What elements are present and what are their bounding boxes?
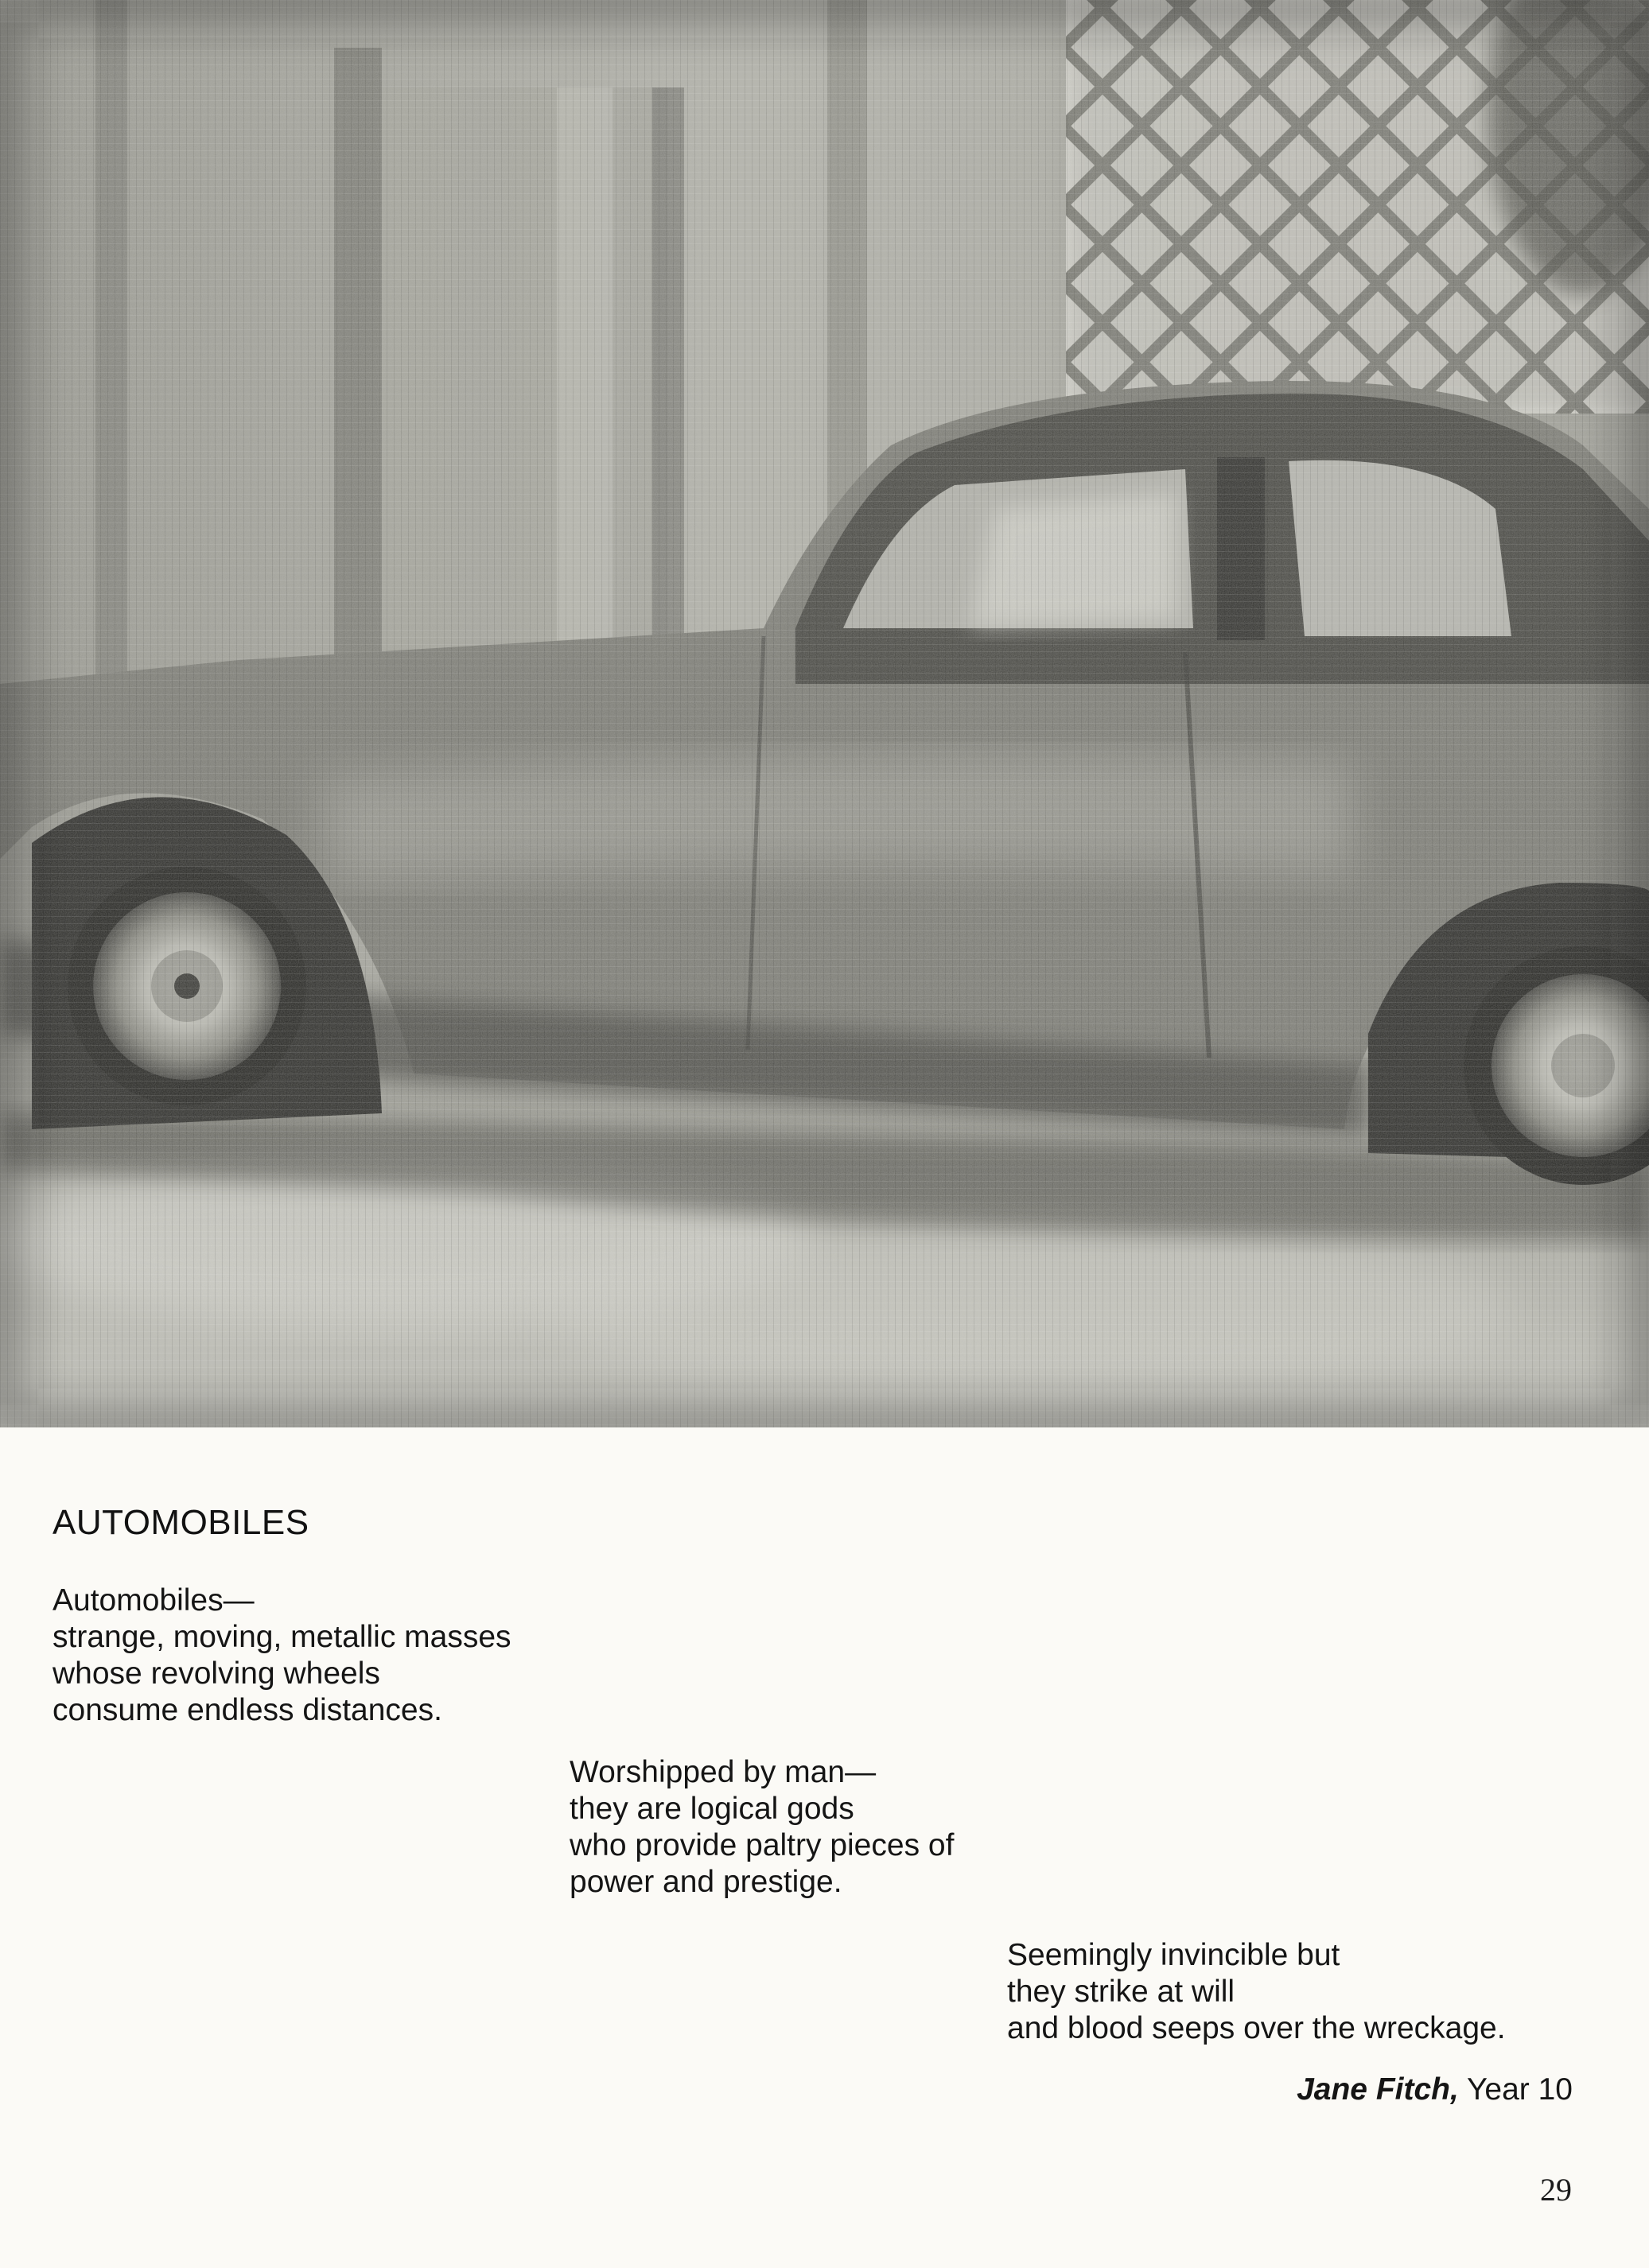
stanza-3-line-3: and blood seeps over the wreckage.	[1007, 2011, 1506, 2045]
stanza-3	[1007, 1937, 1506, 2047]
stanza-2-line-2: they are logical gods	[570, 1792, 854, 1826]
stanza-1-line-1: Automobiles—	[53, 1583, 255, 1618]
poem-attribution	[1297, 2072, 1573, 2107]
author-class: Year 10	[1466, 2072, 1573, 2107]
stanza-2-line-4: power and prestige.	[570, 1865, 842, 1899]
stanza-1	[53, 1583, 511, 1729]
stanza-1-line-4: consume endless distances.	[53, 1693, 442, 1727]
stanza-3-line-2: they strike at will	[1007, 1975, 1235, 2009]
page-number: 29	[1540, 2172, 1572, 2208]
author-name: Jane Fitch,	[1297, 2072, 1459, 2107]
stanza-2-line-1: Worshipped by man—	[570, 1755, 877, 1789]
stanza-1-line-3: whose revolving wheels	[53, 1656, 380, 1691]
stanza-3-line-1: Seemingly invincible but	[1007, 1938, 1340, 1972]
stanza-2-line-3: who provide paltry pieces of	[570, 1828, 955, 1862]
stanza-1-line-2: strange, moving, metallic masses	[53, 1620, 511, 1654]
poem-title: AUTOMOBILES	[53, 1503, 309, 1542]
stanza-2	[570, 1754, 954, 1901]
